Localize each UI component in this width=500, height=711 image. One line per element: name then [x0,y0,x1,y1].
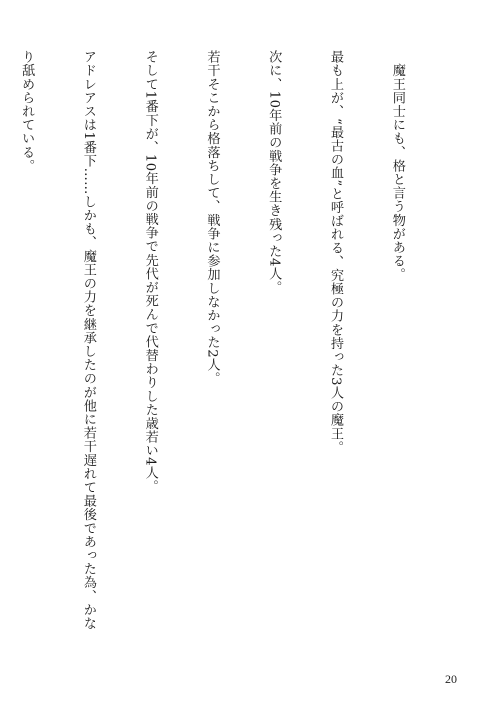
page-number: 20 [445,672,457,686]
text-line: 若干そこから格落ちして、戦争に参加しなかった2人。 [204,50,220,386]
text-line: り舐められている。 [19,50,35,173]
text-line: 魔王同士にも、格と言う物がある。 [389,63,405,282]
text-line: 次に、10年前の戦争を生き残った4人。 [266,50,282,294]
text-line: そして1番下が、10年前の戦争で先代が死んで代替わりした歳若い4人。 [142,50,158,494]
vertical-text-body [19,50,448,640]
text-line: 最も上が、“最古の血”と呼ばれる、究極の力を持った3人の魔王。 [328,50,344,454]
text-line: アドレアスは1番下……しかも、魔王の力を継承したのが他に若干遅れて最後であった為、かな [80,50,96,630]
